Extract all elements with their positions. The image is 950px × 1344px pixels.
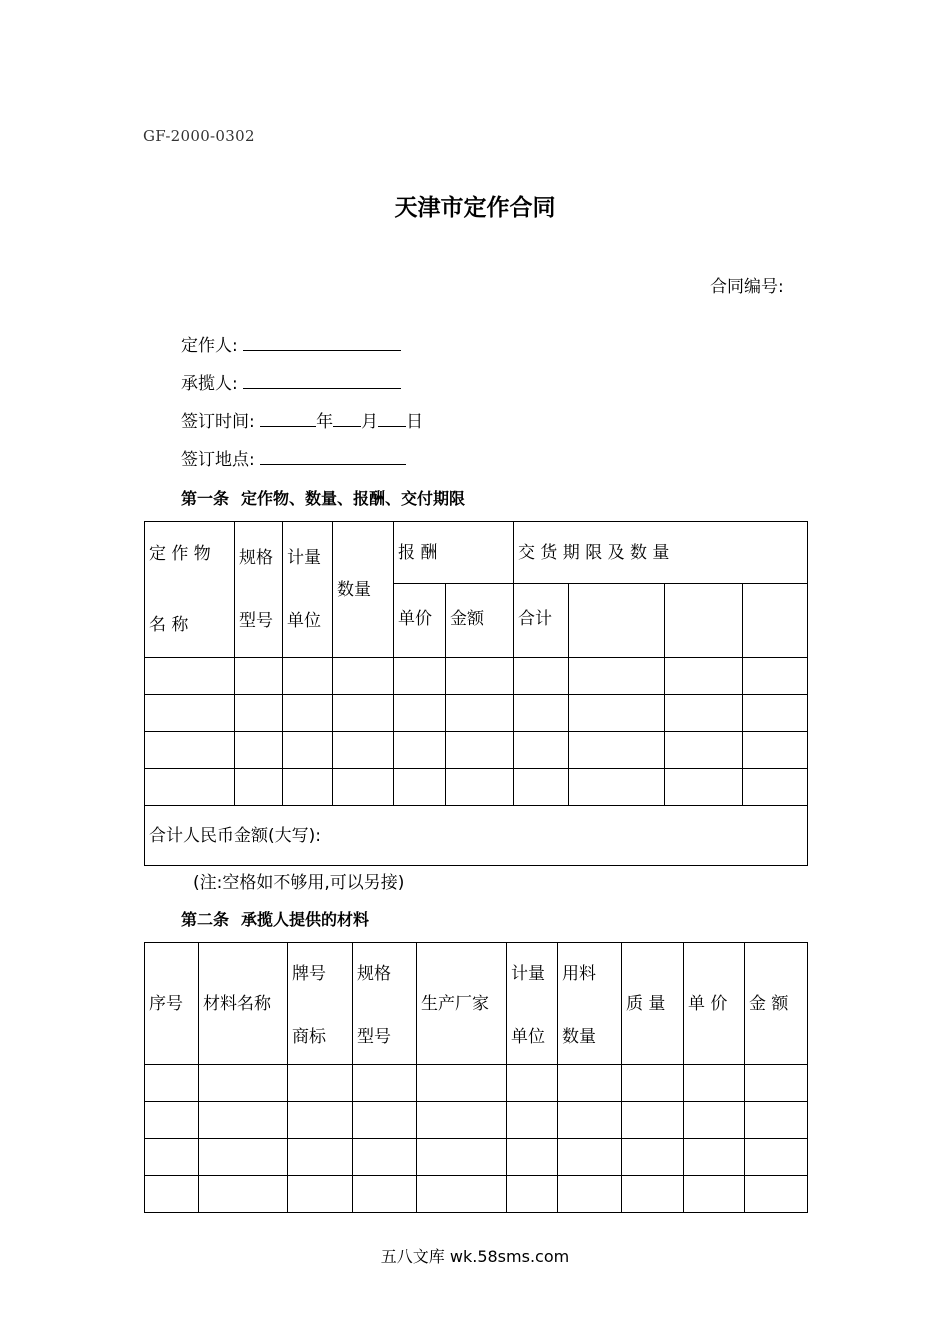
table-row [145, 732, 808, 769]
table-cell[interactable] [558, 1139, 622, 1176]
header-unit-price [394, 584, 446, 658]
document-code: GF-2000-0302 [143, 127, 255, 145]
month-blank[interactable] [333, 409, 361, 427]
table-cell[interactable] [569, 695, 665, 732]
header-amount-text: 金 额 [749, 994, 789, 1014]
header-amount [446, 584, 514, 658]
table-cell[interactable] [684, 1176, 745, 1213]
table-cell[interactable] [558, 1102, 622, 1139]
table-cell[interactable] [446, 695, 514, 732]
header-spec-line2: 型号 [357, 1027, 391, 1047]
header-remuneration [394, 522, 514, 584]
table-cell[interactable] [417, 1176, 507, 1213]
table-cell[interactable] [288, 1139, 353, 1176]
items-table [144, 521, 808, 866]
table-cell[interactable] [622, 1065, 684, 1102]
table-cell[interactable] [665, 695, 743, 732]
contractor-field [181, 371, 401, 397]
table-cell[interactable] [446, 769, 514, 806]
header-material-name [199, 943, 288, 1065]
header-unit-line1: 计量 [287, 548, 321, 568]
header-material-name-text: 材料名称 [203, 994, 271, 1014]
header-brand-line2: 商标 [292, 1027, 326, 1047]
table-cell[interactable] [283, 769, 333, 806]
header-spec-line2: 型号 [239, 611, 273, 631]
header-delivery-slot[interactable] [569, 584, 665, 658]
header-item-name-line1: 定 作 物 [149, 544, 211, 564]
table-cell[interactable] [199, 1065, 288, 1102]
sign-place-label: 签订地点: [181, 450, 255, 470]
header-spec [353, 943, 417, 1065]
section-2-heading [181, 907, 369, 930]
table-cell[interactable] [507, 1102, 558, 1139]
table-cell[interactable] [145, 1102, 199, 1139]
day-label: 日 [406, 412, 424, 432]
table-cell[interactable] [745, 1139, 808, 1176]
table-cell[interactable] [394, 769, 446, 806]
header-spec [235, 522, 283, 658]
table-cell[interactable] [665, 769, 743, 806]
section-1-number: 第一条 [181, 489, 230, 508]
table-cell[interactable] [743, 658, 808, 695]
footer-watermark: 五八文库 wk.58sms.com [380, 1247, 570, 1266]
header-usage-line1: 用料 [562, 964, 596, 984]
header-unit-line1: 计量 [511, 964, 545, 984]
document-title: 天津市定作合同 [394, 195, 556, 221]
table-cell[interactable] [684, 1102, 745, 1139]
materials-header-row [145, 943, 808, 1065]
table-cell[interactable] [569, 732, 665, 769]
orderer-label: 定作人: [181, 336, 238, 356]
table-cell[interactable] [353, 1139, 417, 1176]
table-cell[interactable] [333, 732, 394, 769]
header-amount [745, 943, 808, 1065]
table-cell[interactable] [283, 732, 333, 769]
table-row [145, 1102, 808, 1139]
header-unit [283, 522, 333, 658]
header-quality [622, 943, 684, 1065]
table-cell[interactable] [199, 1139, 288, 1176]
table-cell[interactable] [622, 1139, 684, 1176]
header-spec-line1: 规格 [239, 548, 273, 568]
header-delivery-slot[interactable] [665, 584, 743, 658]
table-cell[interactable] [569, 658, 665, 695]
section-1-heading [181, 486, 465, 509]
table-cell[interactable] [235, 695, 283, 732]
header-amount-text: 金额 [450, 609, 484, 629]
table-cell[interactable] [417, 1102, 507, 1139]
sign-time-label: 签订时间: [181, 412, 255, 432]
table-cell[interactable] [743, 695, 808, 732]
table-cell[interactable] [417, 1065, 507, 1102]
table-row [145, 658, 808, 695]
table-cell[interactable] [283, 658, 333, 695]
header-qty-text: 数量 [337, 580, 371, 600]
table-cell[interactable] [514, 769, 569, 806]
table-cell[interactable] [417, 1139, 507, 1176]
sign-place-blank[interactable] [260, 447, 406, 465]
table-cell[interactable] [288, 1065, 353, 1102]
header-usage-qty [558, 943, 622, 1065]
table-row [145, 769, 808, 806]
table-cell[interactable] [235, 732, 283, 769]
table-row [145, 695, 808, 732]
table-cell[interactable] [145, 769, 235, 806]
table-cell[interactable] [288, 1176, 353, 1213]
header-unit-line2: 单位 [511, 1027, 545, 1047]
table-cell[interactable] [353, 1102, 417, 1139]
header-seq [145, 943, 199, 1065]
section-2-title: 承揽人提供的材料 [241, 910, 370, 929]
table-cell[interactable] [353, 1176, 417, 1213]
header-unit-price-text: 单价 [398, 609, 432, 629]
header-price-text: 单 价 [688, 994, 728, 1014]
header-item-name-line2: 名 称 [149, 615, 189, 635]
header-delivery [514, 522, 808, 584]
table-cell[interactable] [622, 1176, 684, 1213]
table-cell[interactable] [665, 732, 743, 769]
header-manufacturer-text: 生产厂家 [421, 994, 489, 1014]
year-label: 年 [316, 412, 334, 432]
table-cell[interactable] [145, 732, 235, 769]
table-row [145, 1065, 808, 1102]
table-cell[interactable] [745, 1176, 808, 1213]
header-unit [507, 943, 558, 1065]
section-2-number: 第二条 [181, 910, 230, 929]
contract-number-label: 合同编号: [710, 277, 784, 297]
sign-place-field [181, 447, 406, 473]
table-cell[interactable] [145, 1065, 199, 1102]
table-cell[interactable] [745, 1102, 808, 1139]
table-cell[interactable] [514, 695, 569, 732]
header-price [684, 943, 745, 1065]
materials-table [144, 942, 808, 1213]
table-cell[interactable] [394, 732, 446, 769]
table-cell[interactable] [145, 1139, 199, 1176]
table-cell[interactable] [743, 769, 808, 806]
contractor-label: 承揽人: [181, 374, 238, 394]
header-item-name [145, 522, 235, 658]
table-cell[interactable] [333, 769, 394, 806]
table-cell[interactable] [507, 1065, 558, 1102]
table-cell[interactable] [283, 695, 333, 732]
header-total [514, 584, 569, 658]
header-spec-line1: 规格 [357, 964, 391, 984]
table-cell[interactable] [514, 732, 569, 769]
header-quality-text: 质 量 [626, 994, 666, 1014]
table-cell[interactable] [145, 695, 235, 732]
table-cell[interactable] [145, 658, 235, 695]
table-cell[interactable] [665, 658, 743, 695]
table-note: (注:空格如不够用,可以另接) [193, 873, 405, 893]
table-cell[interactable] [507, 1176, 558, 1213]
table-cell[interactable] [145, 1176, 199, 1213]
sign-time-field [181, 409, 423, 435]
header-total-text: 合计 [518, 609, 552, 629]
table-cell[interactable] [199, 1102, 288, 1139]
table-cell[interactable] [684, 1139, 745, 1176]
table-cell[interactable] [446, 658, 514, 695]
header-delivery-text: 交 货 期 限 及 数 量 [518, 543, 670, 563]
table-cell[interactable] [288, 1102, 353, 1139]
table-cell[interactable] [394, 658, 446, 695]
total-amount-cell[interactable] [145, 806, 808, 866]
table-cell[interactable] [743, 732, 808, 769]
table-cell[interactable] [235, 769, 283, 806]
day-blank[interactable] [378, 409, 406, 427]
table-cell[interactable] [507, 1139, 558, 1176]
table-cell[interactable] [558, 1065, 622, 1102]
table-cell[interactable] [514, 658, 569, 695]
table-row [145, 1139, 808, 1176]
orderer-blank[interactable] [243, 333, 401, 351]
section-1-title: 定作物、数量、报酬、交付期限 [241, 489, 466, 508]
header-qty [333, 522, 394, 658]
table-cell[interactable] [622, 1102, 684, 1139]
table-cell[interactable] [745, 1065, 808, 1102]
table-cell[interactable] [446, 732, 514, 769]
orderer-field [181, 333, 401, 359]
table-row [145, 1176, 808, 1213]
contractor-blank[interactable] [243, 371, 401, 389]
header-brand [288, 943, 353, 1065]
table-cell[interactable] [199, 1176, 288, 1213]
year-blank[interactable] [260, 409, 316, 427]
header-usage-line2: 数量 [562, 1027, 596, 1047]
month-label: 月 [361, 412, 379, 432]
header-brand-line1: 牌号 [292, 964, 326, 984]
table-cell[interactable] [569, 769, 665, 806]
table-cell[interactable] [558, 1176, 622, 1213]
table-cell[interactable] [684, 1065, 745, 1102]
table-cell[interactable] [333, 695, 394, 732]
table-cell[interactable] [235, 658, 283, 695]
table-cell[interactable] [353, 1065, 417, 1102]
header-unit-line2: 单位 [287, 611, 321, 631]
total-amount-row [145, 806, 808, 866]
header-remuneration-text: 报 酬 [398, 543, 438, 563]
header-seq-text: 序号 [149, 994, 183, 1014]
table-cell[interactable] [333, 658, 394, 695]
header-manufacturer [417, 943, 507, 1065]
total-amount-label: 合计人民币金额(大写): [149, 826, 321, 846]
table-cell[interactable] [394, 695, 446, 732]
header-delivery-slot[interactable] [743, 584, 808, 658]
